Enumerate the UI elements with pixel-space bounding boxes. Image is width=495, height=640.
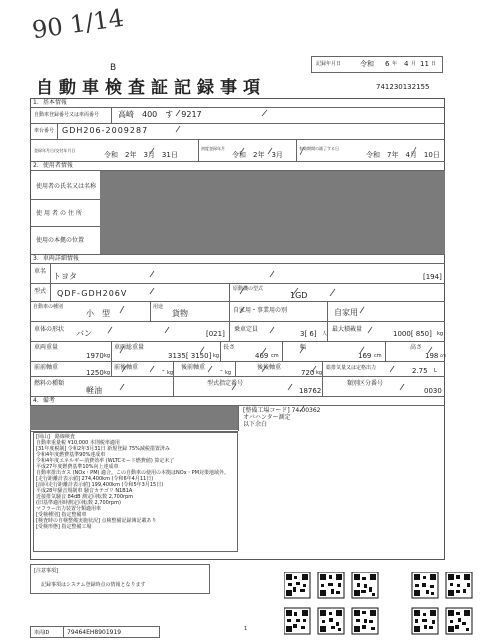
issue-date-box: 記録年月日 令和 6 年 4 月 11 日 bbox=[311, 56, 443, 73]
front-rear-axle-value: - bbox=[162, 367, 165, 375]
issue-date-label: 記録年月日 bbox=[316, 61, 342, 67]
remarks-line: 令和4年度エネルギー消費効率 (WLTCモード燃費値) 算定未了 bbox=[36, 458, 175, 464]
remarks-line: [受検種別] 指定整備車 bbox=[36, 512, 87, 518]
class-number-value: 0030 bbox=[424, 387, 442, 395]
user-name-label: 使用者の氏名又は名称 bbox=[36, 183, 97, 190]
use-label: 用途 bbox=[153, 304, 164, 310]
remarks-line: 自動車排出ガス (NOx・PM) 適合。この自動車の使用の本拠はNOx・PM対策地域外。 bbox=[36, 470, 230, 476]
document-title: 自動車検査証記録事項 bbox=[36, 78, 266, 98]
remarks-line: 令和4年度燃費基準90%達成車 bbox=[36, 452, 106, 458]
remarks-right-line-3: 以下余白 bbox=[243, 421, 268, 428]
section-vehicle-heading: 3．車両詳細情報 bbox=[33, 255, 79, 262]
first-reg-label: 初度登録年月 bbox=[201, 146, 225, 151]
rear-front-axle-label: 後前軸重 bbox=[181, 364, 206, 371]
remarks-line: 近接排気騒音 84dB 測定回転数 2,700rpm bbox=[36, 494, 134, 500]
gross-label: 車両総重量 bbox=[114, 344, 145, 351]
base-location-label: 使用の本拠の位置 bbox=[36, 237, 85, 244]
reg-date-value: 令和 2年 3月 31日 bbox=[104, 151, 178, 159]
remarks-line: [検査時の自検整備実施状況] 点検整備記録簿記載あり bbox=[36, 518, 157, 524]
reg-date-label: 登録年月日/交付年月日 bbox=[34, 148, 76, 153]
shape-value: バン bbox=[76, 329, 92, 338]
maker-value: トヨタ bbox=[53, 272, 77, 281]
reg-number-label: 自動車登録番号又は車両番号 bbox=[34, 112, 100, 118]
remarks-redacted bbox=[30, 406, 238, 430]
capacity-label: 乗車定員 bbox=[234, 326, 259, 333]
height-value: 198 bbox=[425, 352, 439, 360]
vehicle-id-box bbox=[30, 626, 160, 638]
rear-rear-axle-label: 後後軸重 bbox=[257, 364, 282, 371]
issue-day: 11 bbox=[420, 60, 429, 68]
expiry-value: 令和 7年 4月 10日 bbox=[366, 151, 440, 159]
class-number-label: 類別区分番号 bbox=[347, 380, 384, 387]
document-number: 741230132155 bbox=[376, 83, 430, 91]
remarks-body bbox=[33, 432, 238, 552]
front-front-axle-value: 1250 bbox=[86, 369, 104, 377]
rear-rear-axle-value: 720 bbox=[301, 369, 315, 377]
engine-label: 原動機の型式 bbox=[233, 286, 264, 292]
front-rear-axle-label: 前後軸重 bbox=[114, 364, 139, 371]
section-user-heading: 2．使用者情報 bbox=[33, 162, 73, 169]
engine-value: 1GD bbox=[290, 291, 308, 300]
chassis-label: 車台番号 bbox=[34, 128, 55, 134]
displacement-value: 2.75 bbox=[412, 367, 428, 375]
remarks-line: [受検形態] 指定整備工場 bbox=[36, 524, 92, 530]
notice-box bbox=[30, 564, 210, 594]
remarks-line: [31年度税制] 令和2年3月31日 新規登録 75%減税措置済み bbox=[36, 446, 170, 452]
maker-label: 車名 bbox=[34, 268, 47, 275]
issue-era: 令和 bbox=[360, 60, 374, 68]
front-front-axle-label: 前前軸重 bbox=[34, 364, 59, 371]
business-label: 自家用・事業用の別 bbox=[233, 307, 288, 314]
kind-value: 小 型 bbox=[86, 309, 110, 318]
expiry-label: 有効期間の満了する日 bbox=[299, 146, 339, 151]
page-number: 1 bbox=[244, 626, 248, 632]
remarks-right-line-2: オバハンター測定 bbox=[243, 414, 291, 421]
vehicle-id-value: 79464EH8901919 bbox=[67, 629, 122, 636]
letter-b: B bbox=[110, 63, 117, 73]
remarks-right-line-1: [整備工場コード] 74-00362 bbox=[243, 407, 321, 414]
first-reg-value: 令和 2年 3月 bbox=[232, 151, 283, 159]
load-value: 1000[ 850] bbox=[393, 330, 432, 338]
user-info-redacted bbox=[100, 171, 445, 254]
maker-code: [194] bbox=[423, 273, 442, 281]
use-value: 貨物 bbox=[172, 309, 188, 318]
reg-number-value: 高崎 400 す 9217 bbox=[118, 110, 202, 119]
issue-month: 4 bbox=[404, 60, 409, 68]
vehicle-id-label: 車両ID bbox=[34, 630, 50, 636]
section-basic-heading: 1．基本情報 bbox=[33, 99, 67, 106]
width-label: 幅 bbox=[300, 344, 307, 351]
qr-code-icon bbox=[284, 572, 310, 598]
model-label: 型式 bbox=[34, 288, 47, 295]
fuel-value: 軽油 bbox=[86, 386, 102, 395]
width-value: 169 bbox=[358, 352, 372, 360]
remarks-line: [走行距離計表示値] 274,400km (令和6年4月11日) bbox=[36, 476, 154, 482]
capacity-value: 3[ 6] bbox=[300, 330, 317, 338]
remarks-line: マフラー出力装置分類適用車 bbox=[36, 506, 102, 512]
remarks-line: 平成27年度燃費基準10%向上達成車 bbox=[36, 464, 119, 470]
section-remarks-heading: 4．備考 bbox=[33, 397, 55, 404]
remarks-line: 自動車重量税 ¥10,000 本則税率適用 bbox=[36, 440, 120, 446]
remarks-line: [岡山] 路線検査 bbox=[36, 434, 75, 440]
type-number-value: 18762 bbox=[299, 387, 322, 395]
gross-value: 3135[ 3150] bbox=[168, 352, 212, 360]
model-value: QDF-GDH206V bbox=[57, 289, 128, 298]
type-number-label: 型式指定番号 bbox=[207, 380, 244, 387]
chassis-value: GDH206-2009287 bbox=[62, 126, 149, 135]
height-label: 高さ bbox=[410, 344, 423, 351]
fuel-label: 燃料の種類 bbox=[34, 380, 65, 387]
issue-year: 6 bbox=[385, 60, 390, 68]
user-address-label: 使用者の住所 bbox=[36, 210, 85, 217]
rear-front-axle-value: - bbox=[220, 367, 223, 375]
kind-label: 自動車の種別 bbox=[33, 304, 64, 310]
load-label: 最大積載量 bbox=[332, 326, 363, 333]
remarks-line: [前回走行距離計表示値] 199,400km (令和5年3月15日) bbox=[36, 482, 164, 488]
weight-label: 車両重量 bbox=[34, 344, 59, 351]
handwritten-note: 90 1/14 bbox=[30, 3, 126, 45]
remarks-line: 平成28年騒音規制車 騒音カテゴリ N1B1A bbox=[36, 488, 133, 494]
remarks-line: (旧基準適用時測定回転数 2,700rpm) bbox=[36, 500, 121, 506]
shape-label: 車体の形状 bbox=[34, 326, 65, 333]
length-label: 長さ bbox=[223, 344, 236, 351]
weight-value: 1970 bbox=[86, 352, 104, 360]
business-value: 自家用 bbox=[334, 308, 358, 317]
shape-code: [021] bbox=[206, 330, 225, 338]
notice-title: [注意事項] bbox=[34, 568, 58, 574]
length-value: 469 bbox=[255, 352, 269, 360]
displacement-label: 総排気量又は定格出力 bbox=[326, 365, 377, 371]
notice-text: 記録事項はシステム登録時点の情報となります bbox=[41, 582, 146, 588]
qr-code-icon bbox=[284, 572, 474, 638]
